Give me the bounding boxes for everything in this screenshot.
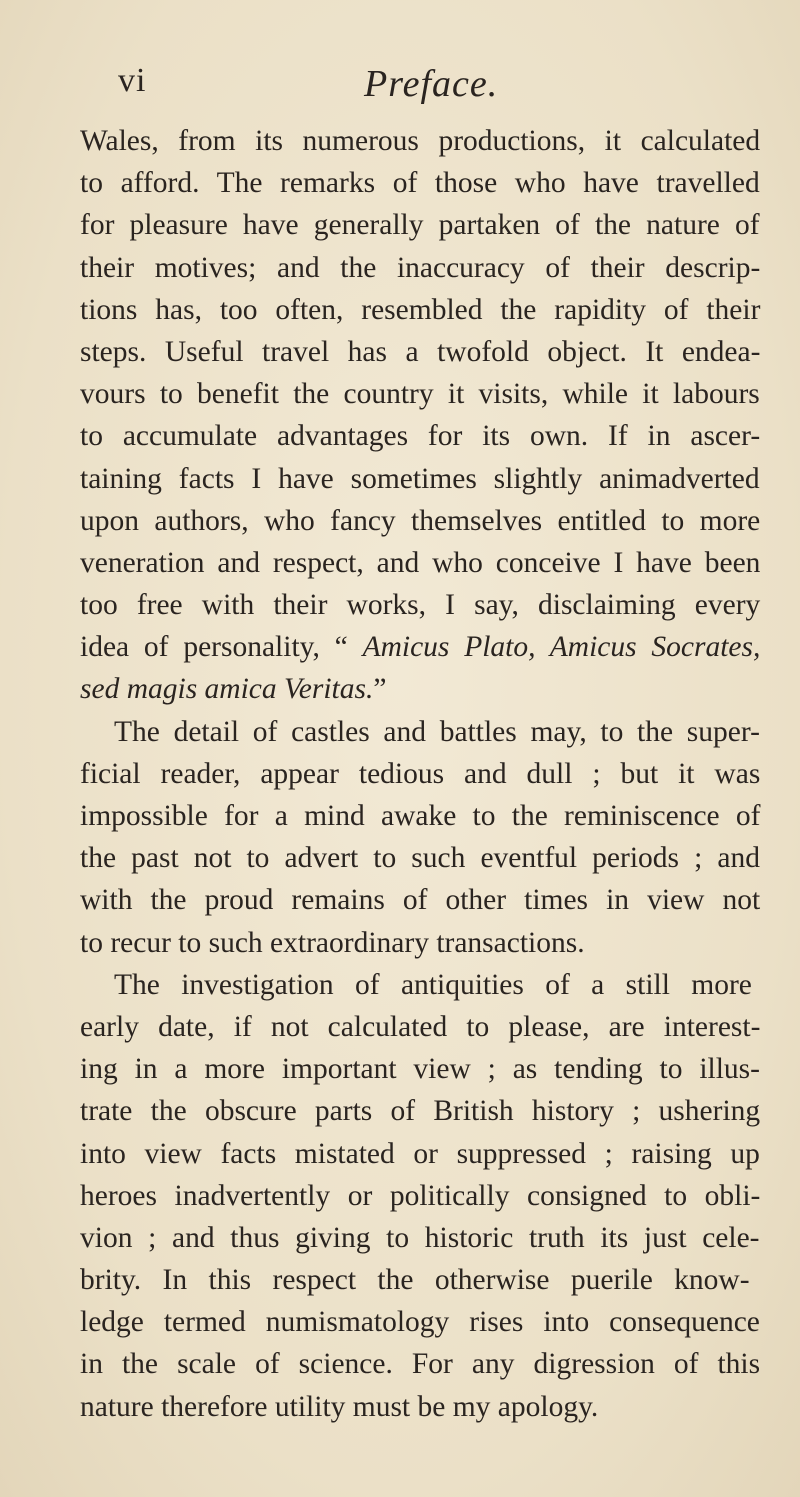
text-line: The detail of castles and battles may, to the super- bbox=[114, 715, 760, 748]
text-line: taining facts I have sometimes slightly animadverted bbox=[80, 462, 760, 495]
text-line: nature therefore utility must be my apology. bbox=[80, 1390, 599, 1423]
text-line: ing in a more important view ; as tending to illus- bbox=[80, 1053, 760, 1086]
text-line: for pleasure have generally partaken of the nature of bbox=[80, 209, 760, 242]
text-line: with the proud remains of other times in view not bbox=[80, 884, 761, 917]
text-line: tions has, too often, resembled the rapidity of their bbox=[80, 293, 761, 326]
text-line: to accumulate advantages for its own. If in ascer- bbox=[80, 420, 761, 453]
text-line: veneration and respect, and who conceive I have been bbox=[80, 546, 761, 579]
text-line: trate the obscure parts of British history ; ushering bbox=[80, 1095, 761, 1128]
page-number: vi bbox=[118, 62, 147, 99]
text-line: to afford. The remarks of those who have travelled bbox=[80, 167, 760, 200]
text-line: vion ; and thus giving to historic truth its just cele- bbox=[80, 1221, 760, 1254]
page-header bbox=[118, 62, 758, 112]
text-line: ficial reader, appear tedious and dull ; but it was bbox=[80, 757, 761, 790]
text-line: vours to benefit the country it visits, while it labours bbox=[80, 378, 760, 411]
text-line: too free with their works, I say, disclaiming every bbox=[80, 589, 761, 622]
text-line: brity. In this respect the otherwise puerile know- bbox=[80, 1264, 750, 1297]
text-line: upon authors, who fancy themselves entitled to more bbox=[80, 504, 761, 537]
text-line: idea of personality, “ Amicus Plato, Amicus Socrates, bbox=[80, 631, 761, 664]
text-line: heroes inadvertently or politically consigned to obli- bbox=[80, 1179, 761, 1212]
text-line: their motives; and the inaccuracy of their descrip- bbox=[80, 251, 761, 284]
text-line: ledge termed numismatology rises into consequence bbox=[80, 1306, 760, 1339]
text-line: in the scale of science. For any digression of this bbox=[80, 1348, 761, 1381]
running-title: Preface. bbox=[364, 63, 499, 105]
text-line: early date, if not calculated to please, are interest- bbox=[80, 1010, 761, 1043]
text-line: impossible for a mind awake to the reminiscence of bbox=[80, 800, 761, 832]
text-line: Wales, from its numerous productions, it calculated bbox=[80, 125, 761, 157]
text-line: the past not to advert to such eventful periods ; and bbox=[80, 842, 760, 875]
text-line: steps. Useful travel has a twofold object. It endea- bbox=[80, 335, 761, 368]
text-line: to recur to such extraordinary transactions. bbox=[80, 926, 585, 959]
text-line: into view facts mistated or suppressed ; raising up bbox=[80, 1137, 760, 1170]
text-line: The investigation of antiquities of a still more bbox=[114, 968, 752, 1001]
text-line: sed magis amica Veritas.” bbox=[80, 673, 387, 706]
preface-body-text bbox=[80, 120, 760, 1428]
